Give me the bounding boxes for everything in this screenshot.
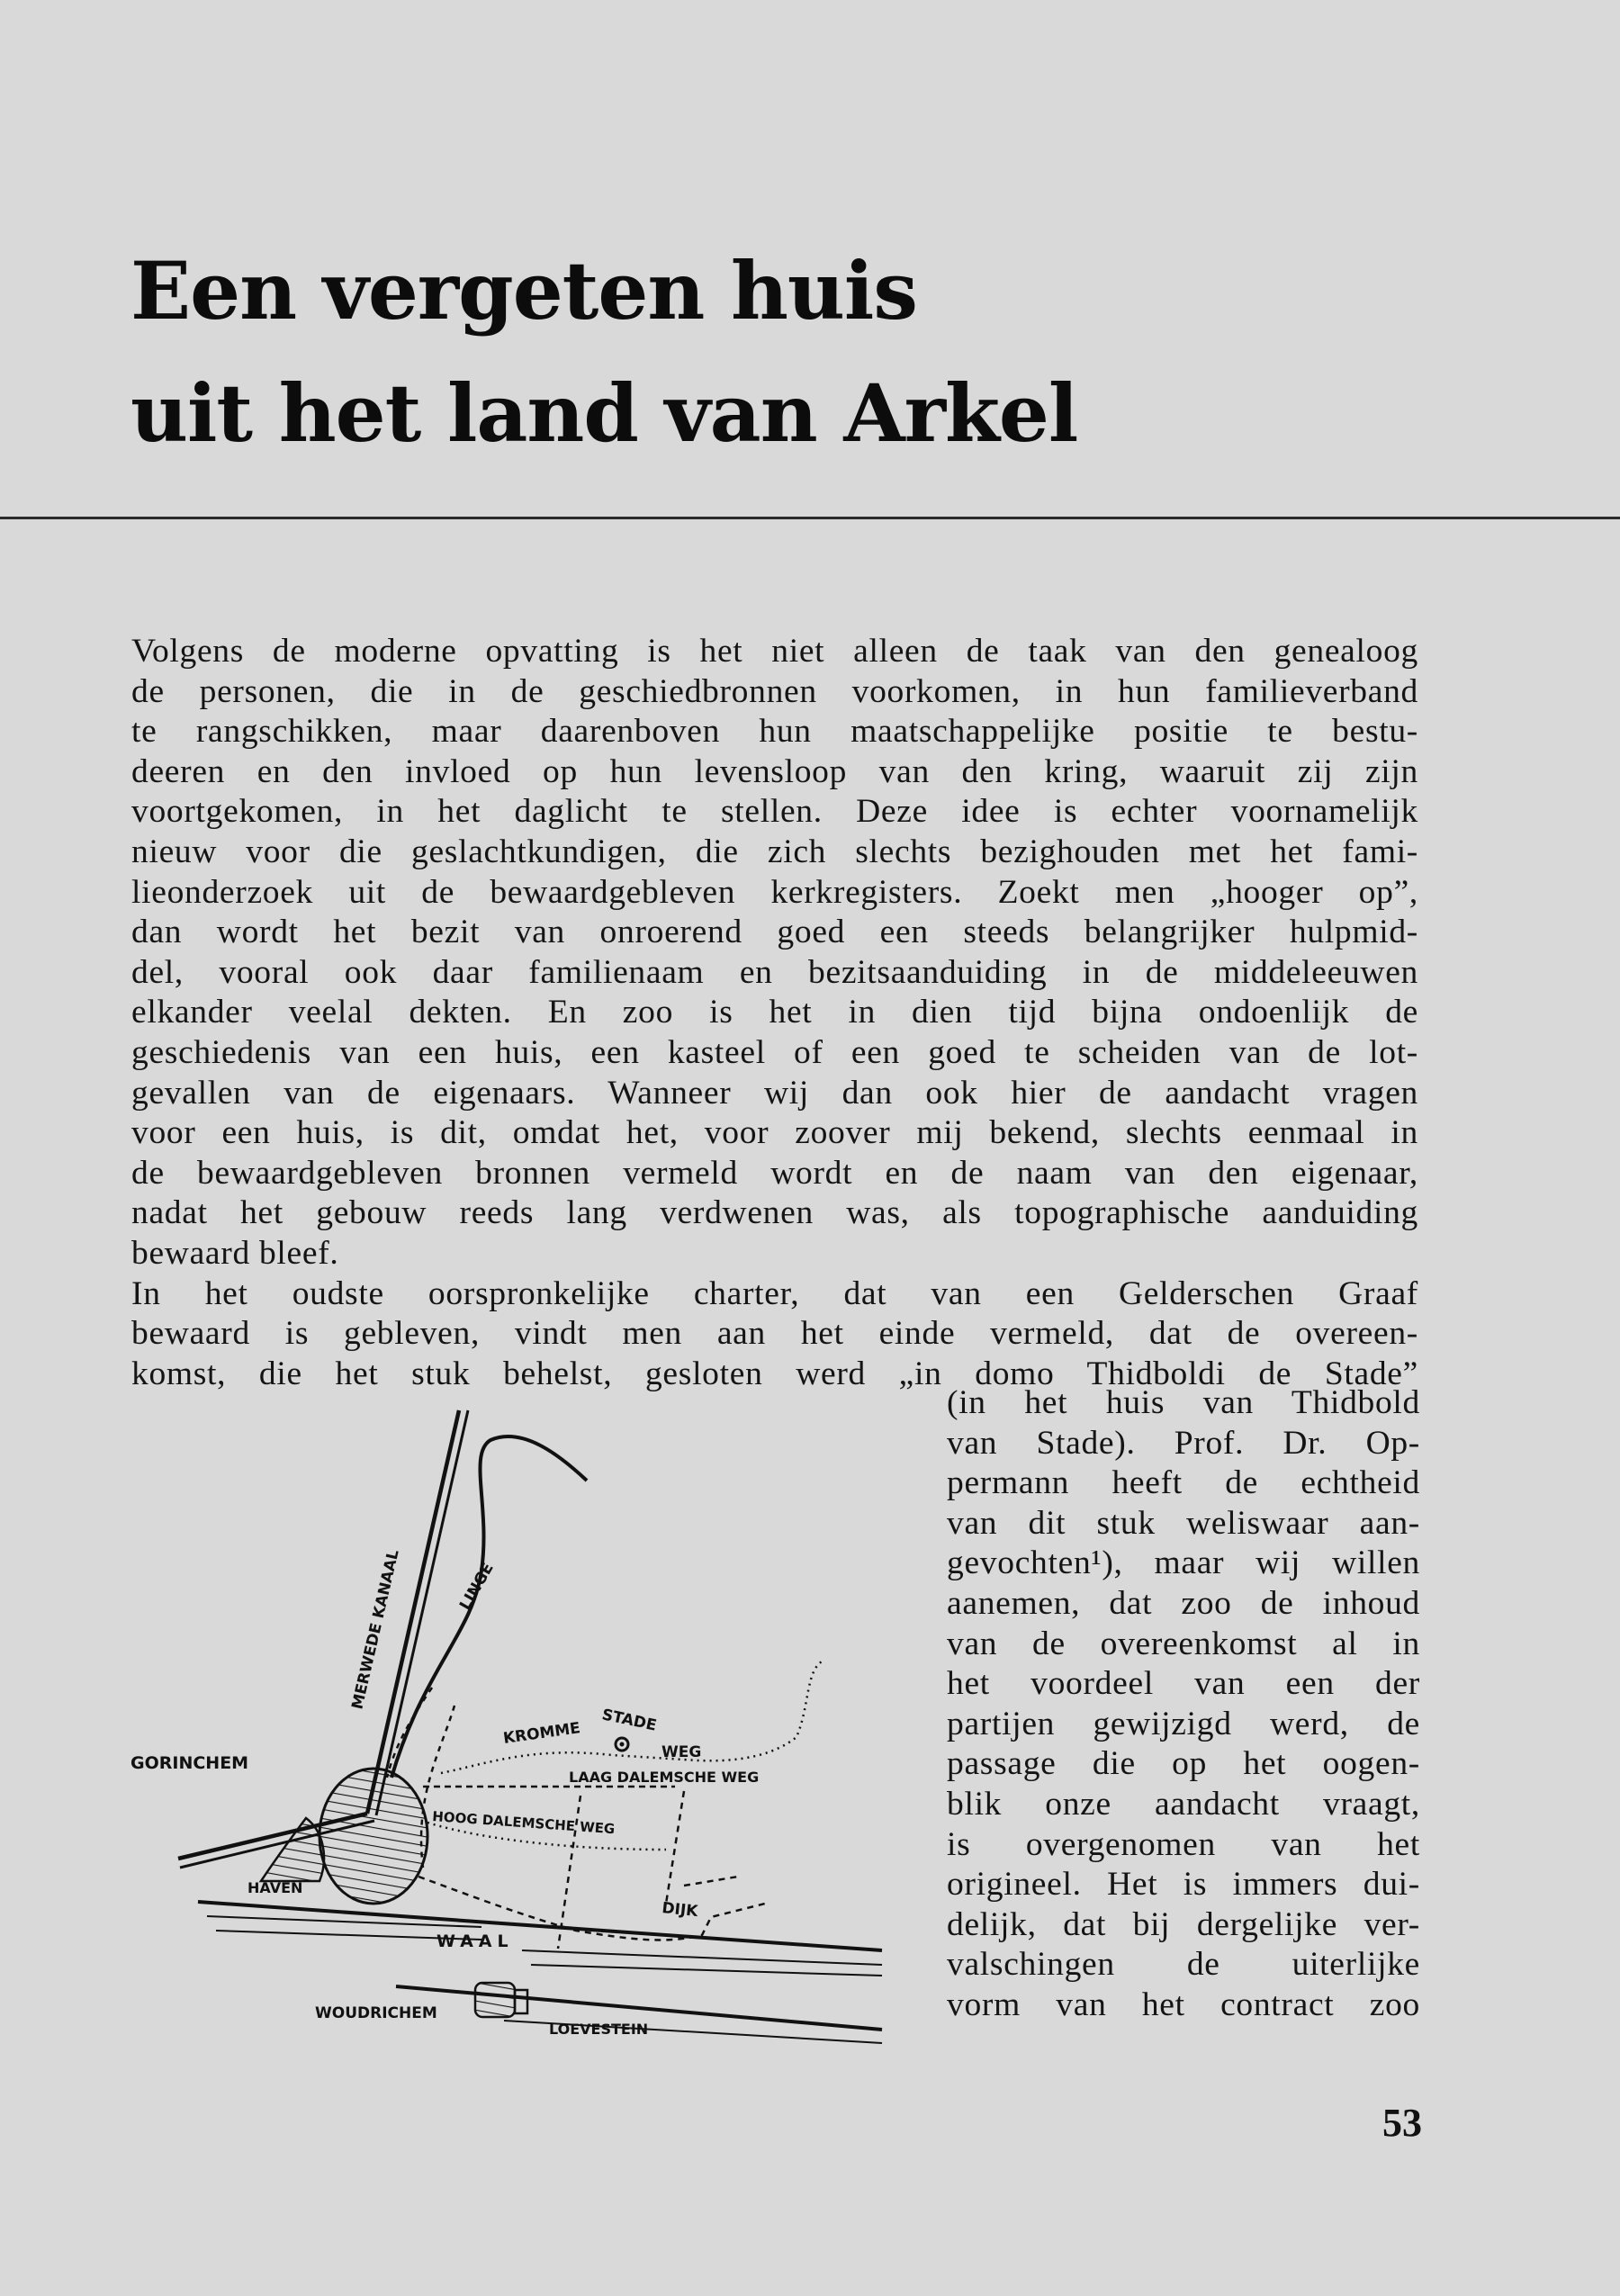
map-label-loevestein: LOEVESTEIN	[549, 2021, 649, 2038]
waal-line-4	[531, 1965, 882, 1976]
stade-location-dot	[620, 1742, 625, 1747]
text-line: voor een huis, is dit, omdat het, voor zoover mij bekend, slechts eenmaal in	[131, 1114, 1418, 1152]
text-line: passage die op het oogen-	[947, 1745, 1420, 1783]
paragraph-2-wrapped-column	[947, 1383, 1420, 2026]
text-line: van de overeenkomst al in	[947, 1625, 1420, 1662]
text-line: komst, die het stuk behelst, gesloten werd „in domo Thidboldi de Stade”	[131, 1355, 1418, 1392]
title-line-2: uit het land van Arkel	[130, 366, 1078, 460]
map-label-kromme: KROMME	[501, 1719, 582, 1748]
waal-bank-north	[198, 1902, 882, 1950]
text-line: bewaard bleef.	[131, 1234, 339, 1272]
map-label-merwede-kanaal: MERWEDE KANAAL	[348, 1547, 403, 1712]
text-line: is overgenomen van het	[947, 1825, 1420, 1863]
text-line: nieuw voor die geslachtkundigen, die zich slechts bezighouden met het fami-	[131, 833, 1418, 870]
article-body	[131, 632, 1418, 1394]
map-label-dijk: DIJK	[661, 1899, 699, 1922]
text-line: aanemen, dat zoo de inhoud	[947, 1584, 1420, 1622]
text-line: de personen, die in de geschiedbronnen voorkomen, in hun familieverband	[131, 672, 1418, 710]
text-line: delijk, dat bij dergelijke ver-	[947, 1905, 1420, 1943]
map-label-laag-dalemsche-weg: LAAG DALEMSCHE WEG	[569, 1769, 760, 1786]
text-line: van Stade). Prof. Dr. Op-	[947, 1424, 1420, 1462]
haven-hatched-area	[261, 1818, 324, 1881]
map-label-woudrichem: WOUDRICHEM	[315, 2004, 437, 2022]
road-dashed-right	[666, 1791, 684, 1904]
loevestein-gate	[515, 1990, 527, 2013]
text-line: nadat het gebouw reeds lang verdwenen was, als topographische aanduiding	[131, 1194, 1418, 1232]
page-title	[130, 230, 1077, 474]
text-line: In het oudste oorspronkelijke charter, dat van een Gelderschen Graaf	[131, 1274, 1418, 1312]
map-label-haven: HAVEN	[248, 1879, 303, 1896]
gorinchem-town-hatched	[320, 1769, 428, 1904]
text-line: (in het huis van Thidbold	[947, 1384, 1420, 1421]
text-line: bewaard is gebleven, vindt men aan het einde vermeld, dat de overeen-	[131, 1315, 1418, 1353]
text-line: van dit stuk weliswaar aan-	[947, 1504, 1420, 1542]
text-line: dan wordt het bezit van onroerend goed een steeds belangrijker hulpmid-	[131, 914, 1418, 951]
text-line: geschiedenis van een huis, een kasteel of een goed te scheiden van de lot-	[131, 1033, 1418, 1071]
text-line: lieonderzoek uit de bewaardgebleven kerkregisters. Zoekt men „hooger op”,	[131, 873, 1418, 911]
text-line: partijen gewijzigd werd, de	[947, 1705, 1420, 1742]
loevestein-castle-hatched	[475, 1983, 515, 2017]
map-label-weg: WEG	[662, 1743, 702, 1761]
text-line: vorm van het contract zoo	[947, 1985, 1420, 2023]
text-line: valschingen de uiterlijke	[947, 1946, 1420, 1984]
map-label-hoog-dalemsche-weg: HOOG DALEMSCHE WEG	[431, 1808, 616, 1838]
text-line: te rangschikken, maar daarenboven hun maatschappelijke positie te bestu-	[131, 713, 1418, 751]
text-line: het voordeel van een der	[947, 1665, 1420, 1703]
text-line: gevochten¹), maar wij willen	[947, 1544, 1420, 1582]
map-label-waal: WAAL	[436, 1931, 514, 1951]
map-label-stade: STADE	[599, 1706, 659, 1735]
text-line: deeren en den invloed op hun levensloop van den kring, waaruit zij zijn	[131, 752, 1418, 790]
page-number: 53	[1382, 2101, 1422, 2145]
title-line-1: Een vergeten huis	[130, 244, 917, 338]
text-line: origineel. Het is immers dui-	[947, 1866, 1420, 1904]
text-line: permann heeft de echtheid	[947, 1464, 1420, 1502]
paragraph-2	[131, 1274, 1418, 1395]
text-line: voortgekomen, in het daglicht te stellen. Deze idee is echter voornamelijk	[131, 793, 1418, 831]
text-line: del, vooral ook daar familienaam en bezitsaanduiding in de middeleeuwen	[131, 953, 1418, 991]
area-map	[126, 1400, 918, 2048]
text-line: Volgens de moderne opvatting is het niet alleen de taak van den genealoog	[131, 633, 1418, 670]
map-label-linge: LINGE	[456, 1560, 498, 1614]
map-label-gorinchem: GORINCHEM	[130, 1753, 249, 1773]
road-dashed-east	[684, 1877, 738, 1886]
paragraph-1	[131, 632, 1418, 1274]
text-line: de bewaardgebleven bronnen vermeld wordt en de naam van den eigenaar,	[131, 1154, 1418, 1192]
text-line: elkander veelal dekten. En zoo is het in dien tijd bijna ondoenlijk de	[131, 994, 1418, 1031]
waal-line-3	[522, 1950, 882, 1965]
text-line: blik onze aandacht vraagt,	[947, 1785, 1420, 1823]
text-line: gevallen van de eigenaars. Wanneer wij dan ook hier de aandacht vragen	[131, 1074, 1418, 1112]
merwede-kanaal-canal-bank	[376, 1410, 468, 1815]
title-divider	[0, 517, 1620, 519]
